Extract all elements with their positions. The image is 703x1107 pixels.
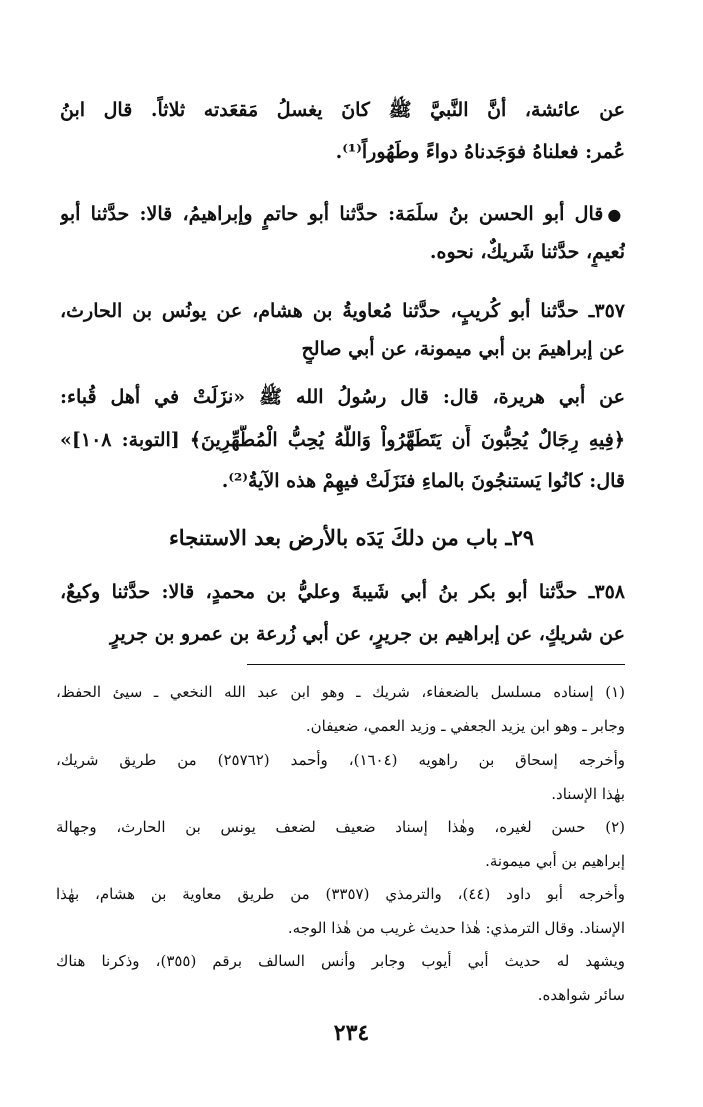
hadith-357-line-3: عن أبي هريرة، قال: قال رسُولُ الله ﷺ «نزَلَتْ في أهل قُباء:: [60, 386, 625, 408]
footnote-line: (٢) حسن لغيره، وهٰذا إسناد ضعيف لضعف يونس بن الحارث، وجهالة: [56, 818, 625, 836]
body-line-4: نُعيمٍ، حدَّثنا شَريكٌ، نحوه.: [429, 241, 625, 263]
footnote-line: سائر شواهده.: [537, 986, 625, 1004]
body-line-1: عن عائشة، أنَّ النَّبيَّ ﷺ كانَ يغسلُ مَقعَدته ثلاثاً. قال ابنُ: [60, 99, 625, 121]
bullet-icon: ●: [607, 205, 625, 224]
footnote-line: بهٰذا الإسناد.: [551, 785, 625, 803]
footnote-line: (١) إسناده مسلسل بالضعفاء، شريك ـ وهو ابن عبد الله النخعي ـ سيئ الحفظ،: [56, 683, 625, 701]
page-number: ٢٣٤: [333, 1020, 370, 1046]
footnote-line: ويشهد له حديث أبي أيوب وجابر وأنس السالف برقم (٣٥٥)، وذكرنا هناك: [56, 952, 625, 970]
quran-verse-line: ﴿فِيهِ رِجَالٌ يُحِبُّونَ أَن يَتَطَهَّرُواْ وَاللَّهُ يُحِبُّ الْمُطَّهِّرِينَ﴾ [التوبة: ١٠٨]»: [60, 429, 625, 451]
hadith-357-line-2: عن إبراهيمَ بن أبي ميمونة، عن أبي صالحٍ: [301, 338, 625, 360]
footnote-line: وجابر ـ وهو ابن يزيد الجعفي ـ وزيد العمي، ضعيفان.: [305, 717, 625, 735]
footnote-line: وأخرجه أبو داود (٤٤)، والترمذي (٣٣٥٧) من طريق معاوية بن هشام، بهٰذا: [56, 885, 625, 903]
hadith-358-line-2: عن شريكٍ، عن إبراهيم بن جريرٍ، عن أبي زُرعة بن عمرو بن جريرٍ: [110, 623, 625, 645]
chapter-heading: ٢٩ـ باب من دلكَ يَدَه بالأرض بعد الاستنجاء: [168, 525, 535, 550]
footnote-line: وأخرجه إسحاق بن راهويه (١٦٠٤)، وأحمد (٢٥٧٦٢) من طريق شريك،: [56, 751, 625, 769]
footnote-divider: [247, 664, 625, 665]
bullet-text: قال أبو الحسن بنُ سلَمَة: حدَّثنا أبو حاتمٍ وإبراهيمُ، قالا: حدَّثنا أبو: [60, 203, 604, 225]
footnote-line: إبراهيم بن أبي ميمونة.: [485, 852, 625, 870]
body-line-3: [60, 199, 625, 230]
hadith-357-line-1: ٣٥٧ـ حدَّثنا أبو كُريبٍ، حدَّثنا مُعاويةُ بن هشام، عن يونُس بن الحارث،: [60, 300, 625, 322]
body-line-2: عُمر: فعلناهُ فوَجَدناهُ دواءً وطَهُوراً⁽¹⁾.: [335, 141, 625, 163]
hadith-358-line-1: ٣٥٨ـ حدَّثنا أبو بكر بنُ أبي شَيبةَ وعليُّ بن محمدٍ، قالا: حدَّثنا وكيعٌ،: [60, 581, 625, 603]
hadith-357-line-5: قال: كانُوا يَستنجُونَ بالماءِ فنَزَلَتْ فيهِمْ هذه الآيةُ⁽²⁾.: [221, 470, 625, 492]
footnote-line: الإسناد. وقال الترمذي: هٰذا حديث غريب من هٰذا الوجه.: [287, 919, 625, 937]
